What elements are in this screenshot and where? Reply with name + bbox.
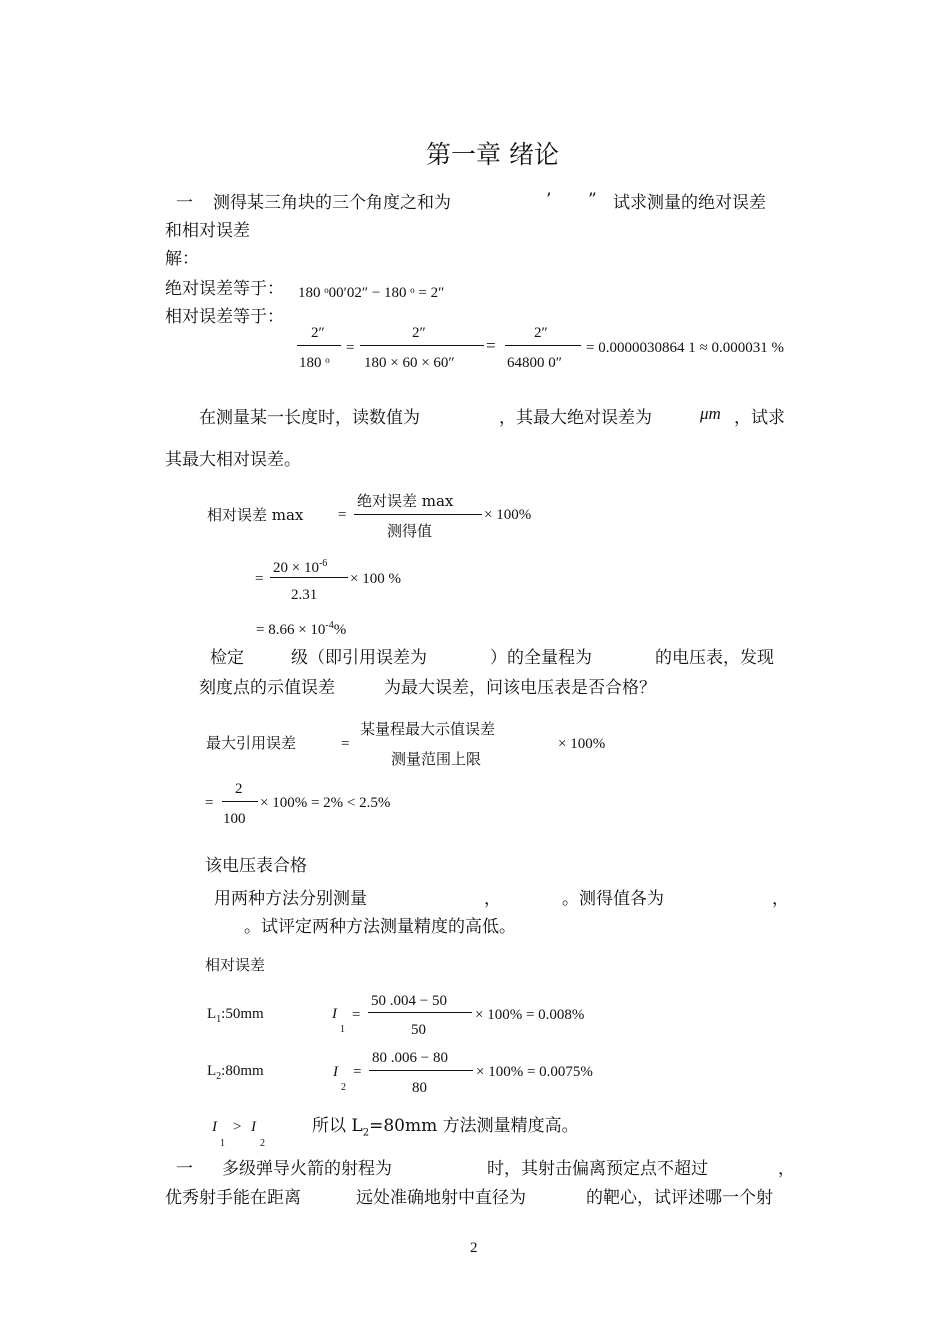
equals-sign: = bbox=[352, 1007, 361, 1023]
fraction-numerator: 80 .006 − 80 bbox=[372, 1050, 448, 1066]
problem-dash: 一 bbox=[176, 193, 193, 213]
problem-5-line2c: 的靶心，试评述哪一个射 bbox=[586, 1188, 773, 1208]
conclusion: 该电压表合格 bbox=[205, 856, 307, 876]
problem-4-line2: 。试评定两种方法测量精度的高低。 bbox=[244, 917, 516, 937]
comparison-result: × 100% = 2% < 2.5% bbox=[260, 795, 391, 811]
fraction-numerator: 某量程最大示值误差 bbox=[360, 720, 496, 738]
problem-5-text-a: 多级弹导火箭的射程为 bbox=[222, 1159, 392, 1179]
equals-sign: = bbox=[255, 571, 264, 587]
problem-3-line2a: 刻度点的示值误差 bbox=[199, 678, 335, 698]
fraction-denominator: 测得值 bbox=[387, 522, 433, 540]
equals-sign: = bbox=[338, 507, 347, 523]
I1-subscript: 1 bbox=[340, 1024, 345, 1035]
times-100-percent: × 100 % bbox=[350, 571, 401, 587]
fraction-1-numerator: 2″ bbox=[311, 325, 325, 341]
fraction-numerator: 2 bbox=[235, 781, 243, 797]
fraction-denominator: 100 bbox=[223, 811, 246, 827]
fraction-bar bbox=[354, 514, 482, 515]
I2-subscript: 2 bbox=[260, 1138, 265, 1149]
fraction-2-bar bbox=[360, 345, 484, 346]
fraction-bar bbox=[368, 1012, 472, 1013]
final-result: = $8.66 \times 10^{-4}\%$ bbox=[256, 620, 347, 638]
I1-symbol: I bbox=[212, 1119, 217, 1135]
problem-5-text-b: 时，其射击偏离预定点不超过 bbox=[487, 1159, 708, 1179]
problem-1-line2: 和相对误差 bbox=[165, 221, 250, 241]
chapter-title: 第一章 绪论 bbox=[426, 140, 559, 169]
problem-4-text-b: ， bbox=[484, 889, 501, 909]
fraction-denominator: 50 bbox=[411, 1022, 426, 1038]
method-2-label: $L_2:80mm$ bbox=[207, 1063, 264, 1082]
max-ref-error-label: 最大引用误差 bbox=[206, 734, 297, 752]
problem-4-text-c: 。测得值各为 bbox=[562, 889, 664, 909]
page-number: 2 bbox=[470, 1240, 478, 1256]
problem-2-text: 在测量某一长度时，读数值为 bbox=[199, 408, 420, 428]
problem-3-text-a: 检定 bbox=[210, 648, 244, 668]
abs-error-formula: 180 ᵒ00′02″ − 180 ᵒ = 2″ bbox=[298, 285, 445, 301]
fraction-denominator: 2.31 bbox=[291, 587, 318, 603]
greater-than: > bbox=[233, 1119, 242, 1135]
equals-sign: = bbox=[341, 736, 350, 752]
method-1-result: × 100% = 0.008% bbox=[475, 1007, 585, 1023]
problem-5-line2b: 远处准确地射中直径为 bbox=[356, 1188, 526, 1208]
fraction-denominator: 测量范围上限 bbox=[391, 750, 482, 768]
problem-1-tail: 试求测量的绝对误差 bbox=[613, 193, 766, 213]
problem-3-text-c: ）的全量程为 bbox=[490, 648, 592, 668]
method-1-label: $L_1:50mm$ bbox=[207, 1006, 264, 1025]
rel-error-label: 相对误差等于： bbox=[165, 307, 284, 327]
equals-sign: = bbox=[486, 336, 496, 355]
problem-2-text-c: ，试求 bbox=[734, 408, 785, 428]
problem-5-text-c: ， bbox=[778, 1159, 795, 1179]
fraction-bar bbox=[222, 801, 258, 802]
fraction-3-bar bbox=[505, 345, 581, 346]
fraction-bar bbox=[270, 577, 348, 578]
I1-subscript: 1 bbox=[220, 1138, 225, 1149]
I2-symbol: I bbox=[251, 1119, 256, 1135]
fraction-3-denominator: 64800 0″ bbox=[507, 355, 562, 371]
abs-error-label: 绝对误差等于： bbox=[165, 279, 284, 299]
times-100-percent: × 100% bbox=[558, 736, 606, 752]
fraction-2-numerator: 2″ bbox=[412, 325, 426, 341]
prime-mark: ’ bbox=[546, 190, 552, 210]
problem-dash: 一 bbox=[176, 1159, 193, 1179]
fraction-2-denominator: 180 × 60 × 60″ bbox=[364, 355, 455, 371]
comparison-conclusion: 所以 $L_2=80mm$ 方法测量精度高。 bbox=[312, 1116, 579, 1139]
times-100-percent: × 100% bbox=[484, 507, 532, 523]
I2-subscript: 2 bbox=[341, 1082, 346, 1093]
rel-max-label: 相对误差 max bbox=[207, 506, 304, 524]
fraction-1-denominator: 180 ᵒ bbox=[299, 355, 330, 371]
problem-4-text-a: 用两种方法分别测量 bbox=[214, 889, 367, 909]
micrometer-unit: μm bbox=[700, 404, 721, 423]
equals-sign: = bbox=[346, 340, 355, 356]
problem-3-text-d: 的电压表，发现 bbox=[655, 648, 774, 668]
fraction-3-numerator: 2″ bbox=[534, 325, 548, 341]
problem-1-text: 测得某三角块的三个角度之和为 bbox=[213, 193, 451, 213]
fraction-numerator: 50 .004 − 50 bbox=[371, 993, 447, 1009]
problem-2-text-b: ，其最大绝对误差为 bbox=[499, 408, 652, 428]
problem-4-text-d: ， bbox=[772, 889, 789, 909]
fraction-denominator: 80 bbox=[412, 1080, 427, 1096]
I2-symbol: I bbox=[333, 1064, 338, 1080]
rel-error-heading: 相对误差 bbox=[205, 956, 266, 974]
double-prime-mark: ” bbox=[588, 190, 597, 210]
problem-3-line2b: 为最大误差，问该电压表是否合格？ bbox=[384, 678, 656, 698]
problem-5-line2a: 优秀射手能在距离 bbox=[165, 1188, 301, 1208]
solution-label: 解： bbox=[165, 249, 199, 269]
equals-sign: = bbox=[353, 1064, 362, 1080]
problem-2-line2: 其最大相对误差。 bbox=[165, 450, 301, 470]
fraction-1-bar bbox=[297, 345, 341, 346]
rel-error-result: = 0.0000030864 1 ≈ 0.000031 % bbox=[586, 340, 784, 356]
method-2-result: × 100% = 0.0075% bbox=[476, 1064, 593, 1080]
fraction-numerator: $20 \times 10^{-6}$ bbox=[273, 558, 328, 576]
problem-3-text-b: 级（即引用误差为 bbox=[291, 648, 427, 668]
fraction-numerator: 绝对误差 max bbox=[357, 492, 454, 510]
equals-sign: = bbox=[205, 795, 214, 811]
I1-symbol: I bbox=[332, 1006, 337, 1022]
fraction-bar bbox=[369, 1070, 473, 1071]
